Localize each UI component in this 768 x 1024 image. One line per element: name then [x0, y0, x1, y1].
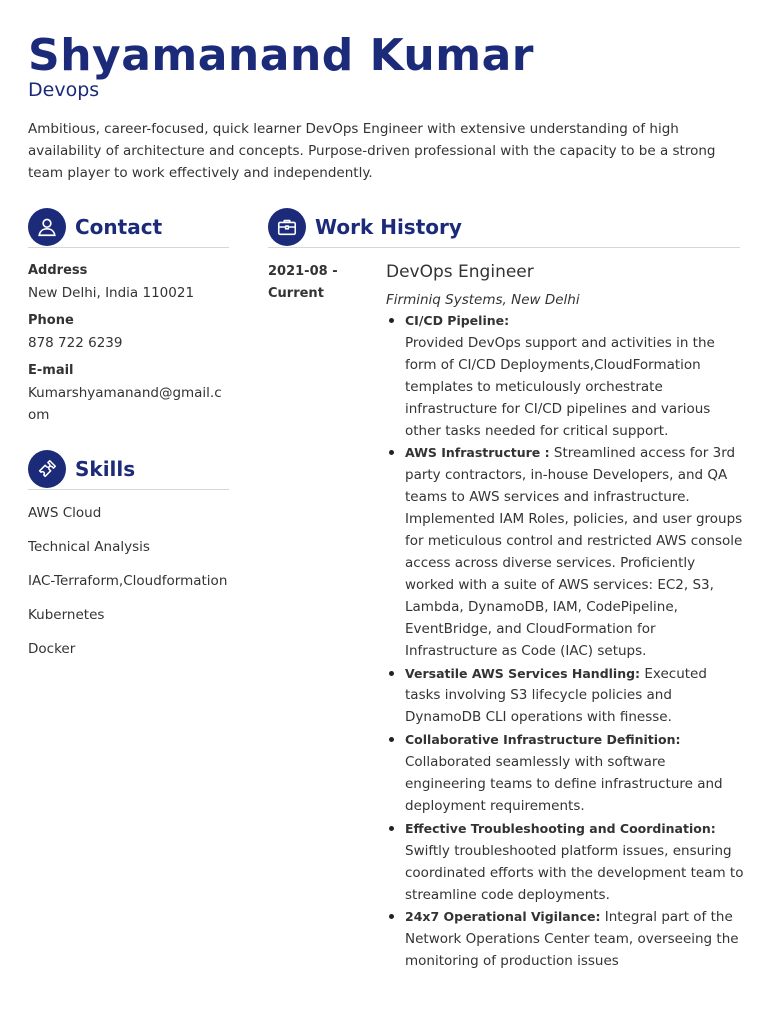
person-icon [28, 208, 66, 246]
company-name: Firminiq Systems, New Delhi [386, 292, 580, 308]
list-item [386, 310, 746, 442]
skill-item: AWS Cloud [28, 505, 102, 521]
skill-item: IAC-Terraform,Cloudformation [28, 573, 228, 589]
bullet-text: Executed tasks involving S3 lifecycle policies and DynamoDB CLI operations with finesse. [405, 665, 707, 726]
job-responsibilities-list [386, 310, 746, 973]
skill-item: Docker [28, 641, 76, 657]
phone-value: 878 722 6239 [28, 335, 123, 351]
skill-item: Kubernetes [28, 607, 105, 623]
bullet-text: Swiftly troubleshooted platform issues, ensuring coordinated efforts with the development team to streamline code deployments. [405, 842, 744, 903]
bullet-text: Collaborated seamlessly with software engineering teams to define infrastructure and deployment requirements. [405, 754, 723, 814]
skills-section-header [28, 449, 229, 490]
job-title: DevOps Engineer [386, 262, 534, 282]
skill-item: Technical Analysis [28, 539, 150, 555]
list-item [386, 442, 746, 662]
phone-label: Phone [28, 313, 74, 328]
bullet-label: Effective Troubleshooting and Coordination: [405, 820, 716, 836]
bullet-text: Streamlined access for 3rd party contractors, in-house Developers, and QA teams to AWS services and infrastructure. Implemented IAM Roles, policies, and user groups for meticulous control and restricted AWS console access across diverse services. Proficiently worked with a suite of AWS services: EC2, S3, Lambda, DynamoDB, IAM, CodePipeline, EventBridge, and CloudFormation for Infrastructure as Code (IAC) setups. [405, 445, 743, 659]
email-label: E-mail [28, 363, 74, 378]
professional-summary: Ambitious, career-focused, quick learner DevOps Engineer with extensive understanding of high availability of architecture and concepts. Purpose-driven professional with the capacity to be a strong team player to work effectively and independently. [28, 121, 716, 181]
bullet-text: Provided DevOps support and activities in the form of CI/CD Deployments,CloudFormation templates to meticulously orchestrate infrastructure for CI/CD pipelines and various other tasks needed for critical support. [405, 334, 715, 439]
address-label: Address [28, 263, 88, 278]
contact-address [28, 260, 228, 304]
email-value[interactable]: Kumarshyamanand@gmail.com [28, 385, 222, 423]
bullet-text: Integral part of the Network Operations Center team, overseeing the monitoring of production issues [405, 909, 739, 970]
list-item [386, 663, 746, 730]
contact-email [28, 360, 228, 426]
bullet-label: Collaborative Infrastructure Definition: [405, 732, 681, 748]
bullet-label: Versatile AWS Services Handling: [405, 665, 641, 681]
work-history-section-header [268, 207, 740, 248]
skills-list [28, 502, 228, 672]
puzzle-icon [28, 450, 66, 488]
job-role-title: Devops [28, 79, 100, 101]
candidate-name: Shyamanand Kumar [28, 30, 534, 81]
list-item [386, 729, 746, 818]
contact-section-header [28, 207, 229, 248]
address-value: New Delhi, India 110021 [28, 285, 195, 301]
skills-heading: Skills [75, 457, 136, 481]
bullet-label: 24x7 Operational Vigilance: [405, 909, 601, 925]
contact-phone [28, 310, 228, 354]
contact-heading: Contact [75, 215, 163, 239]
briefcase-icon [268, 208, 306, 246]
list-item [386, 906, 746, 973]
work-history-heading: Work History [315, 215, 462, 239]
list-item [386, 818, 746, 907]
job-date-range: 2021-08 - Current [268, 264, 338, 301]
bullet-label: AWS Infrastructure : [405, 445, 550, 461]
bullet-label: CI/CD Pipeline: [405, 313, 510, 328]
